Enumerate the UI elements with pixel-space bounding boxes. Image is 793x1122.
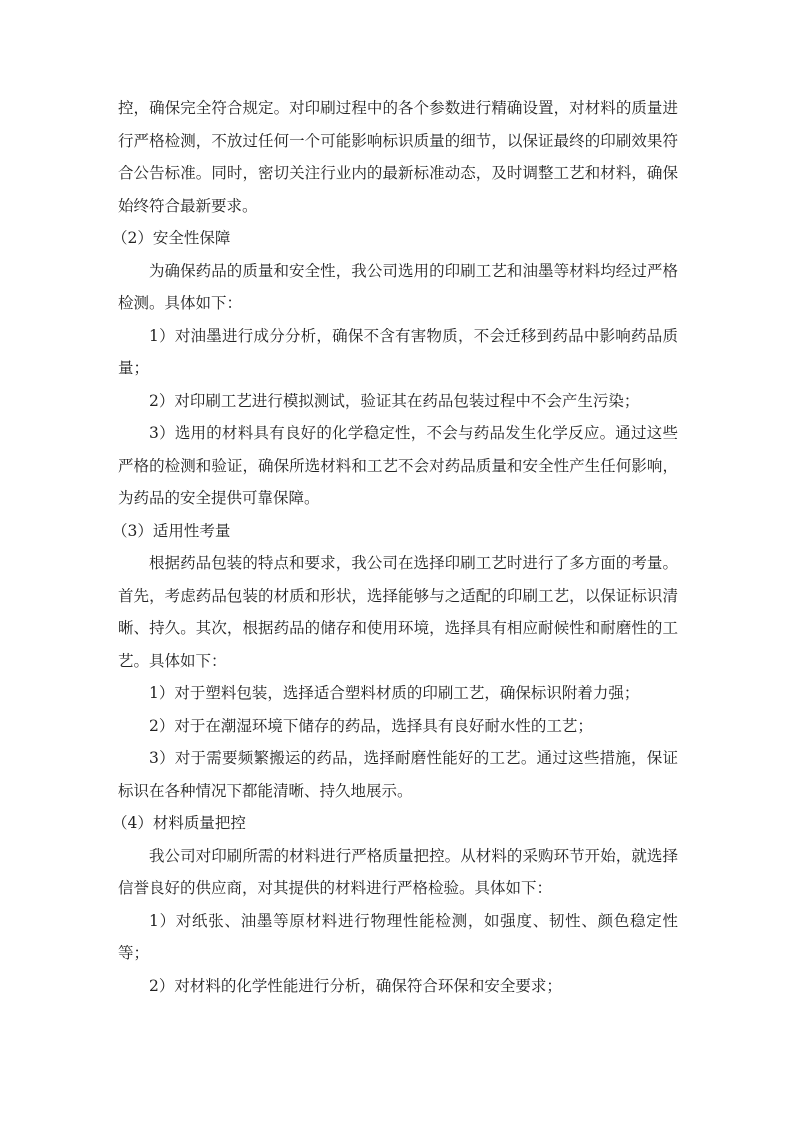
paragraph-material-intro: 我公司对印刷所需的材料进行严格质量把控。从材料的采购环节开始，就选择信誉良好的供应商，对其提供的材料进行严格检验。具体如下：	[118, 846, 678, 897]
list-item-applicability-3: 3）对于需要频繁搬运的药品，选择耐磨性能好的工艺。通过这些措施，保证标识在各种情况下都能清晰、持久地展示。	[118, 749, 678, 800]
section-heading-safety: （2）安全性保障	[112, 229, 231, 247]
list-item-safety-3: 3）选用的材料具有良好的化学稳定性，不会与药品发生化学反应。通过这些严格的检测和验证，确保所选材料和工艺不会对药品质量和安全性产生任何影响，为药品的安全提供可靠保障。	[118, 424, 678, 507]
paragraph-applicability-intro: 根据药品包装的特点和要求，我公司在选择印刷工艺时进行了多方面的考量。首先，考虑药品包装的材质和形状，选择能够与之适配的印刷工艺，以保证标识清晰、持久。其次，根据药品的储存和使用环境，选择具有相应耐候性和耐磨性的工艺。具体如下：	[118, 554, 678, 670]
paragraph-safety-intro: 为确保药品的质量和安全性，我公司选用的印刷工艺和油墨等材料均经过严格检测。具体如下：	[118, 261, 678, 312]
paragraph-continuation: 控，确保完全符合规定。对印刷过程中的各个参数进行精确设置，对材料的质量进行严格检测，不放过任何一个可能影响标识质量的细节，以保证最终的印刷效果符合公告标准。同时，密切关注行业内的最新标准动态，及时调整工艺和材料，确保始终符合最新要求。	[118, 99, 678, 215]
document-body	[112, 92, 678, 1002]
section-heading-applicability: （3）适用性考量	[112, 521, 231, 540]
list-item-material-1: 1）对纸张、油墨等原材料进行物理性能检测，如强度、韧性、颜色稳定性等；	[118, 911, 678, 962]
list-item-safety-1: 1）对油墨进行成分分析，确保不含有害物质，不会迁移到药品中影响药品质量；	[118, 326, 678, 377]
section-heading-material-quality: （4）材料质量把控	[112, 814, 246, 832]
list-item-applicability-2: 2）对于在潮湿环境下储存的药品，选择具有良好耐水性的工艺；	[149, 716, 593, 735]
list-item-material-2: 2）对材料的化学性能进行分析，确保符合环保和安全要求；	[149, 976, 562, 995]
list-item-applicability-1: 1）对于塑料包装，选择适合塑料材质的印刷工艺，确保标识附着力强；	[149, 684, 640, 702]
list-item-safety-2: 2）对印刷工艺进行模拟测试，验证其在药品包装过程中不会产生污染；	[149, 391, 640, 410]
